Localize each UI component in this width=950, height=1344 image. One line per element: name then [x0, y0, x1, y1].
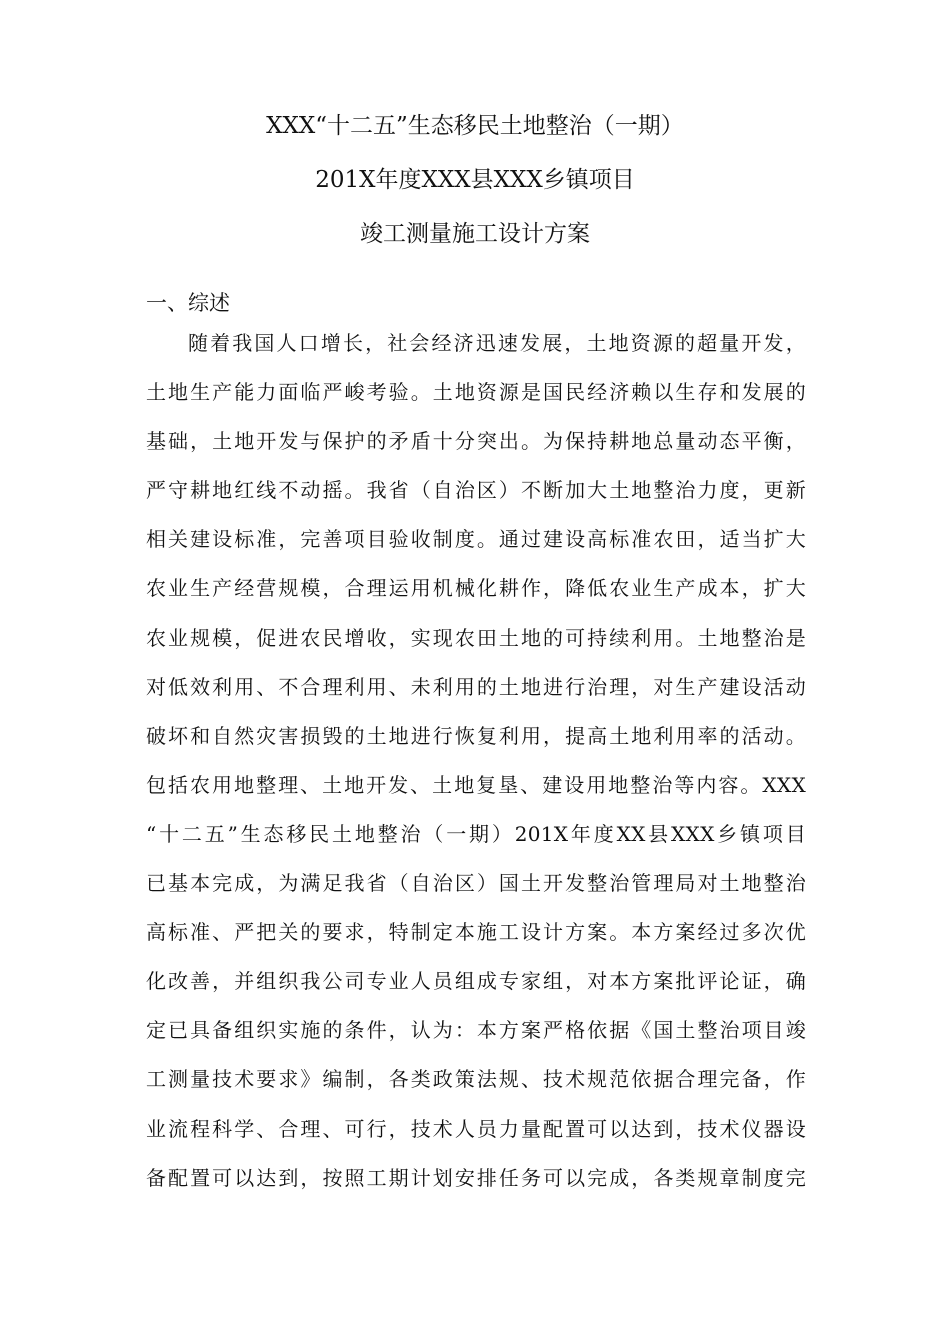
document-title — [0, 112, 950, 274]
paragraph-line: 工测量技术要求》编制，各类政策法规、技术规范依据合理完备，作 — [146, 1067, 806, 1092]
paragraph-line: 包括农用地整理、土地开发、土地复垦、建设用地整治等内容。XXX — [146, 772, 806, 797]
title-line-1: XXX“十二五”生态移民土地整治（一期） — [266, 113, 684, 139]
paragraph-line: 对低效利用、不合理利用、未利用的土地进行治理，对生产建设活动 — [146, 674, 806, 699]
paragraph-line: “十二五”生态移民土地整治（一期）201X年度XX县XXX乡镇项目 — [146, 821, 806, 846]
paragraph-line: 业流程科学、合理、可行，技术人员力量配置可以达到，技术仪器设 — [146, 1116, 806, 1141]
title-line-2: 201X年度XXX县XXX乡镇项目 — [315, 167, 635, 193]
title-line-3: 竣工测量施工设计方案 — [360, 221, 590, 247]
paragraph-line: 基础，土地开发与保护的矛盾十分突出。为保持耕地总量动态平衡， — [146, 429, 806, 454]
paragraph-line: 化改善，并组织我公司专业人员组成专家组，对本方案批评论证，确 — [146, 969, 806, 994]
paragraph-line: 农业规模，促进农民增收，实现农田土地的可持续利用。土地整治是 — [146, 625, 806, 650]
section-heading: 一、综述 — [146, 291, 230, 315]
paragraph-line: 随着我国人口增长，社会经济迅速发展，土地资源的超量开发， — [188, 331, 806, 355]
paragraph-line: 土地生产能力面临严峻考验。土地资源是国民经济赖以生存和发展的 — [146, 380, 806, 405]
body-paragraph — [146, 326, 806, 1210]
paragraph-line: 破坏和自然灾害损毁的土地进行恢复利用，提高土地利用率的活动。 — [146, 723, 806, 748]
paragraph-line: 高标准、严把关的要求，特制定本施工设计方案。本方案经过多次优 — [146, 920, 806, 945]
paragraph-line: 备配置可以达到，按照工期计划安排任务可以完成，各类规章制度完 — [146, 1165, 806, 1190]
paragraph-line: 农业生产经营规模，合理运用机械化耕作，降低农业生产成本，扩大 — [146, 576, 806, 601]
paragraph-line: 已基本完成，为满足我省（自治区）国土开发整治管理局对土地整治 — [146, 871, 806, 896]
paragraph-line: 严守耕地红线不动摇。我省（自治区）不断加大土地整治力度，更新 — [146, 478, 806, 503]
paragraph-line: 定已具备组织实施的条件，认为：本方案严格依据《国土整治项目竣 — [146, 1018, 806, 1043]
paragraph-line: 相关建设标准，完善项目验收制度。通过建设高标准农田，适当扩大 — [146, 527, 806, 552]
